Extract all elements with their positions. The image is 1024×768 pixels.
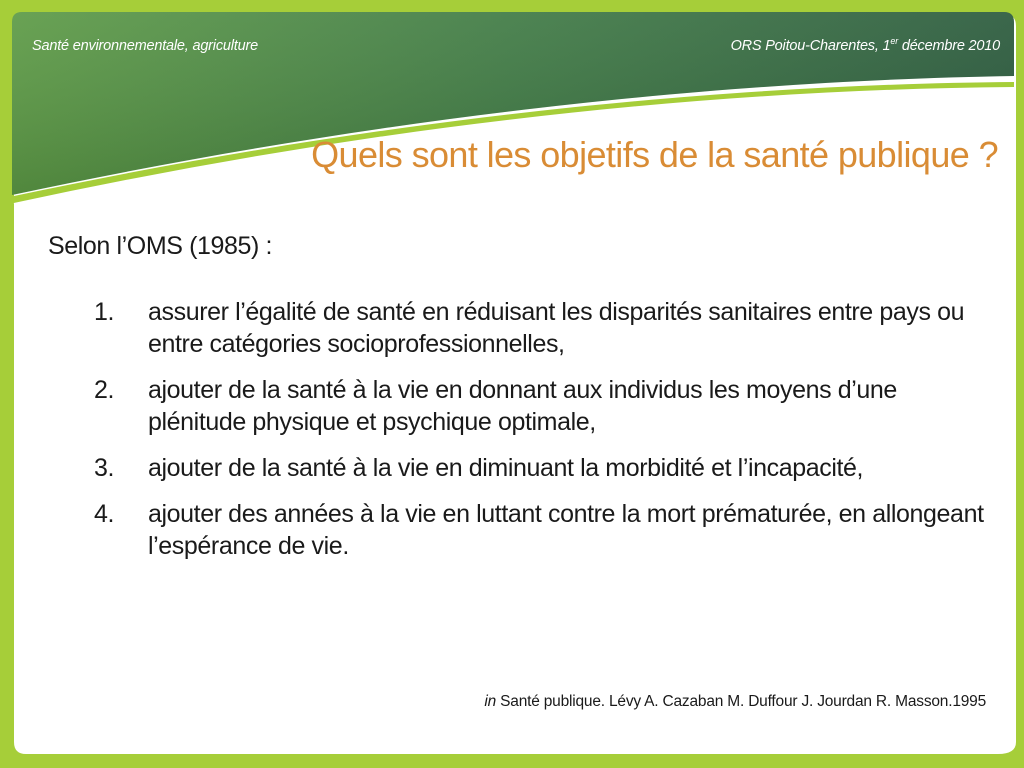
slide-title: Quels sont les objetifs de la santé publique ? [311,134,998,175]
objective-number: 1. [94,298,115,326]
intro-text: Selon l’OMS (1985) : [48,232,273,260]
header-swoosh-decoration [0,0,1024,220]
objective-text: ajouter de la santé à la vie en donnant aux individus les moyens d’une plénitude physique et psychique optimale, [148,376,897,436]
objective-item-2 [94,374,999,438]
objective-item-3 [94,452,999,484]
header-event-text [731,38,1000,54]
objective-number: 4. [94,500,115,528]
header-topic-text: Santé environnementale, agriculture [32,38,258,54]
header-event-sup: er [890,36,898,47]
objective-text: ajouter des années à la vie en luttant contre la mort prématurée, en allongeant l’espérance de vie. [148,500,984,560]
objectives-list [94,296,999,576]
citation-prefix: in [484,693,497,710]
citation-text: Santé publique. Lévy A. Cazaban M. Duffour J. Jourdan R. Masson.1995 [496,693,986,710]
header-event-date: décembre 2010 [898,38,1000,54]
objective-text: ajouter de la santé à la vie en diminuant la morbidité et l’incapacité, [148,454,864,482]
left-frame-edge [0,210,14,750]
objective-text: assurer l’égalité de santé en réduisant les disparités sanitaires entre pays ou entre catégories socioprofessionnelles, [148,298,965,358]
header-event-main: ORS Poitou-Charentes, 1 [730,38,891,54]
objective-item-4 [94,498,999,562]
objective-item-1 [94,296,999,360]
citation [484,693,986,711]
objective-number: 2. [94,376,115,404]
objective-number: 3. [94,454,115,482]
right-frame-edge [1016,210,1024,750]
bottom-frame-decoration [0,740,1024,768]
